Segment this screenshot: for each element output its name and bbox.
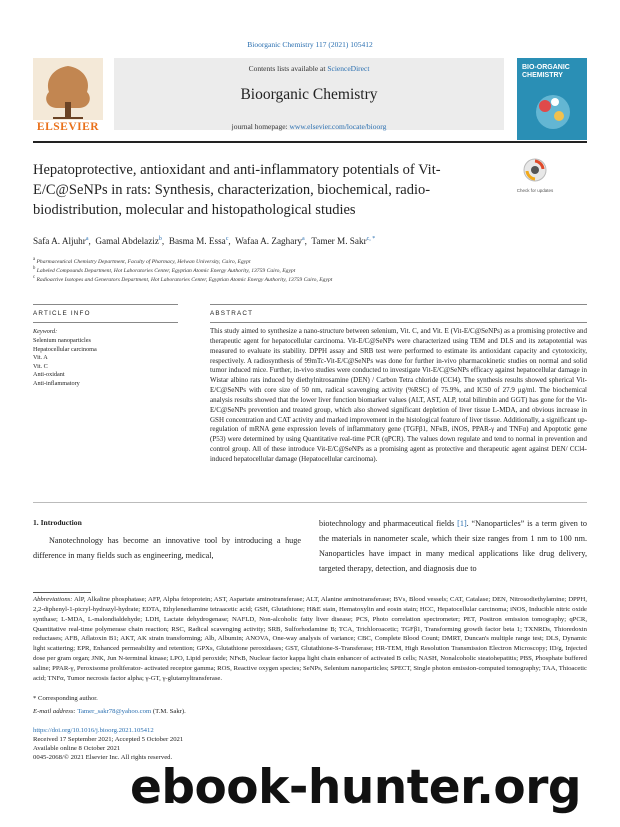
- section-heading-introduction: 1. Introduction: [33, 518, 82, 527]
- abbreviations-label: Abbreviations:: [33, 596, 73, 603]
- watermark-text: ebook-hunter.org: [130, 760, 582, 815]
- citation-link[interactable]: [1]: [457, 519, 467, 528]
- received-accepted-dates: Received 17 September 2021; Accepted 5 October 2021: [33, 736, 184, 743]
- publisher-wordmark: ELSEVIER: [36, 121, 100, 133]
- author-2-affil[interactable]: b: [158, 236, 162, 242]
- homepage-prefix: journal homepage:: [231, 122, 290, 131]
- contents-line: [114, 64, 504, 73]
- affiliation-b-marker: b: [33, 266, 36, 271]
- affiliation-c-text: Radioactive Isotopes and Generators Department, Hot Laboratories Center, Egyptian Atomic Energy Authority, 13759 Cairo, Egypt: [36, 276, 333, 283]
- affiliation-a-text: Pharmaceutical Chemistry Department, Faculty of Pharmacy, Helwan University, Cairo, Egypt: [36, 258, 251, 265]
- author-5[interactable]: Tamer M. Sakr: [311, 236, 367, 247]
- affiliation-b-text: Labeled Compounds Department, Hot Laboratories Center, Egyptian Atomic Energy Authority, 13759 Cairo, Egypt: [36, 267, 296, 274]
- keyword-item: Vit. A: [33, 354, 48, 361]
- author-2[interactable]: Gamal Abdelaziz: [95, 236, 159, 247]
- affiliation-a: [33, 257, 587, 265]
- abstract-end-rule: [33, 502, 587, 503]
- intro-right-text-b: . “Nanoparticles” is a term given to the materials in nanometer scale, which their size ranges from 1 nm to 100 nm. Nanoparticles have impact in many medical applications like drug delivery, targeted therapy, detection, and diagnosis due to: [319, 519, 587, 573]
- contents-prefix: Contents lists available at: [248, 64, 328, 73]
- abstract-rule-bottom: [210, 322, 587, 323]
- corresponding-author-note: * Corresponding author.: [33, 695, 98, 702]
- author-3[interactable]: Basma M. Essa: [168, 236, 226, 247]
- abstract-rule-top: [210, 304, 587, 305]
- abstract-text: This study aimed to synthesize a nano-structure between selenium, Vit. C, and Vit. E (Vit-E/C@SeNPs) as a promising protective and therapeutic agent for hepatocellular carcinoma. Vit-E/C@SeNPs were characterized using TEM and DLS and its zetapotential was measured to evaluate its stability. DPPH assay and SRB test were performed to estimate its antioxidant capacity and cytotoxicity, respectively. A radiosynthesis of 99mTc-Vit-E/C@SeNPs was done for further in-vivo pharmacokinetic studies on normal and solid tumor induced mice. Further, in-vivo studies were conducted to investigate Vit-E/C@SeNPs efficacy against hepatocellular damage in Wistar albino rats induced by diethylnitrosamine (DEN) / Carbon Tetra chloride (CCl4). The synthesis results showed spherical Vit-E/C@SeNPs with core size of 50 nm, radical scavenging activity (%RSC) of 75.9%, and IC50 of 27.9 μg/ml. The biochemical analysis results showed that the lower liver function biomarker values (ALT, AST, ALP, total bilirubin and GGT) has gone for the Vit-E/C@SeNPs prevention and treated group, which also showed significant depletion of liver tissue L-MDA, and obvious increase in GSH concentration and CAT activity and marked improvement in the histological feature of liver tissue. Additionally, a significant up-regulation of mRNA gene expression levels of inflammatory gene (TGFβ1, NFκB, iNOS, PPAR-γ and TNFα) and Apoptotic gene (P53) were determined by using Quantitative real-time PCR (qPCR). The values down regulate and tend to normal in prevention and control group. All of these introduce Vit-E/C@SeNPs as a promising agent as protective and therapeutic agent against DEN/ CCl4-induced hepatocellular damage (Hepatocellular carcinoma).: [210, 327, 587, 463]
- abbreviations-footnote: [33, 595, 587, 684]
- abbreviations-text: AlP, Alkaline phosphatase; AFP, Alpha fetoprotein; AST, Aspartate aminotransferase; ALT, Alanine aminotransferase; BVs, Blood vessels; CAT, Catalase; DEN, Nitrosodiethylamine; DPPH, 2,2-diphenyl-1-picryl-hydrazyl-hydrate; EDTA, Ethylenediamine tetraacetic acid; GSH, Glutathione; H&E stain, Hematoxylin and eosin stain; HCC, Hepatocellular carcinoma; iNOS, Inducible nitric oxide synthase; L-MDA, L-malondialdehyde; LDH, Lactate dehydrogenase; NAFLD, Non-alcoholic fatty liver disease; PCS, Photo correlation spectrometer; PET, Positron emission tomography; qPCR, Quantitative real-time polymerase chain reaction; RSC, Radical scavenging activity; SRB, Sulforhodamine B; TCA, Trichloroacetic; TGFβ1, Transforming growth factor beta 1; TXNRDs, Thioredoxin reductases; AFB, Aflatoxin B1; AKT, AK strain transforming; Alb, Albumin; ANOVA, One-way analysis of variance; CBC, Complete Blood Count; DMRT, Duncan's multiple range test; DLS, Dynamic light scattering; EPR, Enhanced permeability and retention; GPXs, Glutathione peroxidases; GST, Glutathione-S-Transferase; HR-TEM, High Resolution Transmission Electron Microscopy; ID/g, Injected dose per gram organ; JNK, Jun N-terminal kinase; LPO, Lipid peroxide; NFκB, Nuclear factor kappa light chain enhancer of activated B cells; NASH, Nonalcoholic steatohepatitis; PBS, Phosphate buffered saline; PPAR-γ, Peroxisome proliferator- activated receptor gamma; ROS, Reactive oxygen species; SeNPs, Selenium nanoparticles; SPECT, Single photon emission-computed tomography; TAA, Thioacetic acid; TNFα, Tumor necrosis factor alpha; γ-GT, γ-glutamyltransferase.: [33, 596, 587, 682]
- author-5-affil[interactable]: c, *: [366, 236, 376, 242]
- email-link[interactable]: Tamer_sakr78@yahoo.com: [77, 708, 152, 715]
- author-4[interactable]: Wafaa A. Zaghary: [235, 236, 302, 247]
- affiliation-b: [33, 266, 587, 274]
- cover-title: BIO-ORGANIC CHEMISTRY: [522, 64, 570, 79]
- keyword-item: Selenium nanoparticles: [33, 337, 91, 344]
- journal-name: Bioorganic Chemistry: [240, 86, 378, 103]
- author-1[interactable]: Safa A. Aljuhr: [33, 236, 86, 247]
- header-rule: [33, 141, 587, 143]
- keyword-item: Vit. C: [33, 362, 48, 370]
- intro-left-column: Nanotechnology has become an innovative tool by introducing a huge difference in many fields such as engineering, medical,: [33, 536, 301, 560]
- homepage-link[interactable]: www.elsevier.com/locate/bioorg: [289, 122, 387, 131]
- check-for-updates-label[interactable]: Check for updates: [516, 188, 554, 193]
- article-info-rule-top: [33, 304, 178, 305]
- affiliation-c-marker: c: [33, 275, 36, 280]
- keyword-item: Anti-oxidant: [33, 371, 65, 378]
- available-online-date: Available online 8 October 2021: [33, 745, 121, 752]
- article-info-rule-bottom: [33, 322, 178, 323]
- intro-right-column: [319, 516, 587, 576]
- email-line: [33, 708, 186, 715]
- keyword-item: Hepatocellular carcinoma: [33, 345, 97, 353]
- check-for-updates-icon[interactable]: [521, 157, 549, 187]
- author-3-affil[interactable]: c: [225, 236, 229, 242]
- abstract-heading: ABSTRACT: [210, 310, 254, 317]
- sciencedirect-link[interactable]: ScienceDirect: [327, 64, 370, 73]
- article-title: Hepatoprotective, antioxidant and anti-inflammatory potentials of Vit-E/C@SeNPs in rats: Synthesis, characterization, biochemical, radio-biodistribution, molecular and histopathological studies: [33, 162, 441, 218]
- cover-molecule-graphic: [525, 88, 581, 134]
- footnote-rule: [33, 592, 91, 593]
- intro-right-text-a: biotechnology and pharmaceutical fields: [319, 519, 458, 528]
- keywords-label: Keyword:: [33, 328, 58, 335]
- author-4-affil[interactable]: a: [301, 236, 305, 242]
- journal-reference[interactable]: Bioorganic Chemistry 117 (2021) 105412: [247, 40, 373, 49]
- homepage-line: [114, 122, 504, 131]
- affiliation-c: [33, 275, 587, 283]
- affiliation-a-marker: a: [33, 257, 36, 262]
- journal-cover-image: [517, 58, 587, 140]
- author-list: Safa A. Aljuhr$^a$, Gamal Abdelaziz$^b$, Basma M. Essa$^c$, Wafaa A. Zaghary$^a$, Tamer M. Sakr$^{c, *}$: [33, 236, 376, 247]
- author-1-affil[interactable]: a: [85, 236, 89, 242]
- copyright-line: 0045-2068/© 2021 Elsevier Inc. All rights reserved.: [33, 754, 173, 761]
- article-info-heading: ARTICLE INFO: [33, 310, 91, 317]
- keyword-item: Anti-inflammatory: [33, 379, 80, 387]
- doi-link[interactable]: https://doi.org/10.1016/j.bioorg.2021.105412: [33, 727, 154, 734]
- email-suffix: (T.M. Sakr).: [151, 708, 186, 715]
- email-label: E-mail address:: [33, 708, 78, 715]
